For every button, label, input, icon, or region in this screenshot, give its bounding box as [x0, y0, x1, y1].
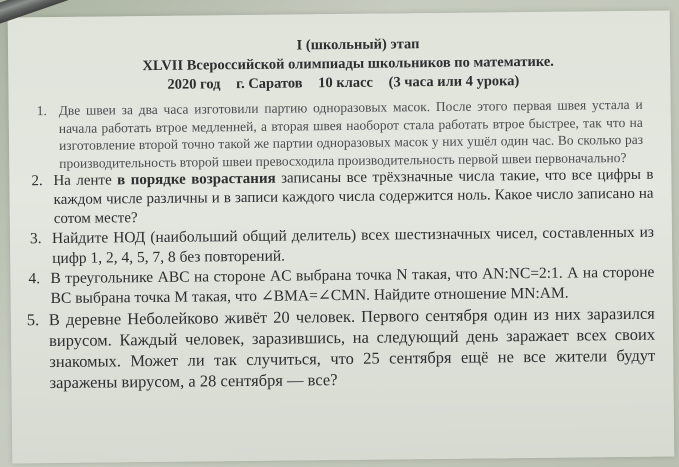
problem-number: 4. — [28, 270, 41, 288]
problem-number: 3. — [29, 230, 42, 248]
problem-text: В треугольнике ABC на стороне AC выбрана точка N такая, что AN:NC=2:1. А на стороне BC выбрана точка M такая, что ∠BMA=∠CMN. Найдите отношение MN:AM. — [50, 263, 655, 308]
problem-text-end: записаны все трёхзначные числа такие, что все цифры в каждом числе различны и в записи каждого числа содержится ноль. Какое число записано на сотом месте? — [53, 166, 654, 228]
problem-1 — [37, 96, 654, 172]
problem-number: 5. — [26, 310, 40, 330]
event-duration: (3 часа или 4 урока) — [388, 73, 520, 91]
problem-text: Две швеи за два часа изготовили партию одноразовых масок. После этого первая швея устала и начала работать втрое медленней, а вторая швея наоборот стала работать втрое быстрее, так что на изготовление второй точно такой же партии одноразовых масок у них ушёл один час. Во сколько раз производительность второй швеи превосходила производительность первой швеи первоначально? — [58, 96, 644, 171]
olympiad-title: XLVII Всероссийской олимпиады школьников по математике. — [142, 53, 554, 75]
event-city: г. Саратов — [235, 75, 303, 93]
problem-4 — [28, 263, 654, 310]
olympiad-sheet — [8, 11, 675, 464]
problem-text: В деревне Неболейково живёт 20 человек. Первого сентября один из них заразился вирусом. Каждый человек, заразившись, на следующий день заражает всех своих знакомых. Может ли так случиться, что 25 сентября ещё не все жители будут заражены вирусом, а 28 сентября — все? — [48, 303, 656, 393]
stage-title: I (школьный) этап — [296, 36, 420, 54]
problem-list — [25, 96, 656, 394]
problem-number: 2. — [31, 173, 43, 190]
problem-number: 1. — [36, 103, 47, 119]
event-year: 2020 год — [167, 76, 221, 93]
problem-2 — [31, 166, 654, 230]
problem-text-start: На ленте — [53, 172, 118, 190]
problem-text-emphasis: в порядке возрастания — [117, 170, 276, 189]
problem-3 — [30, 223, 654, 270]
problem-text: Найдите НОД (наибольший общий делитель) всех шестизначных чисел, составленных из цифр 1, 2, 4, 5, 7, 8 без повторений. — [51, 223, 655, 268]
sheet-header — [24, 33, 653, 97]
problem-5 — [27, 303, 656, 394]
event-grade: 10 класс — [318, 74, 374, 92]
